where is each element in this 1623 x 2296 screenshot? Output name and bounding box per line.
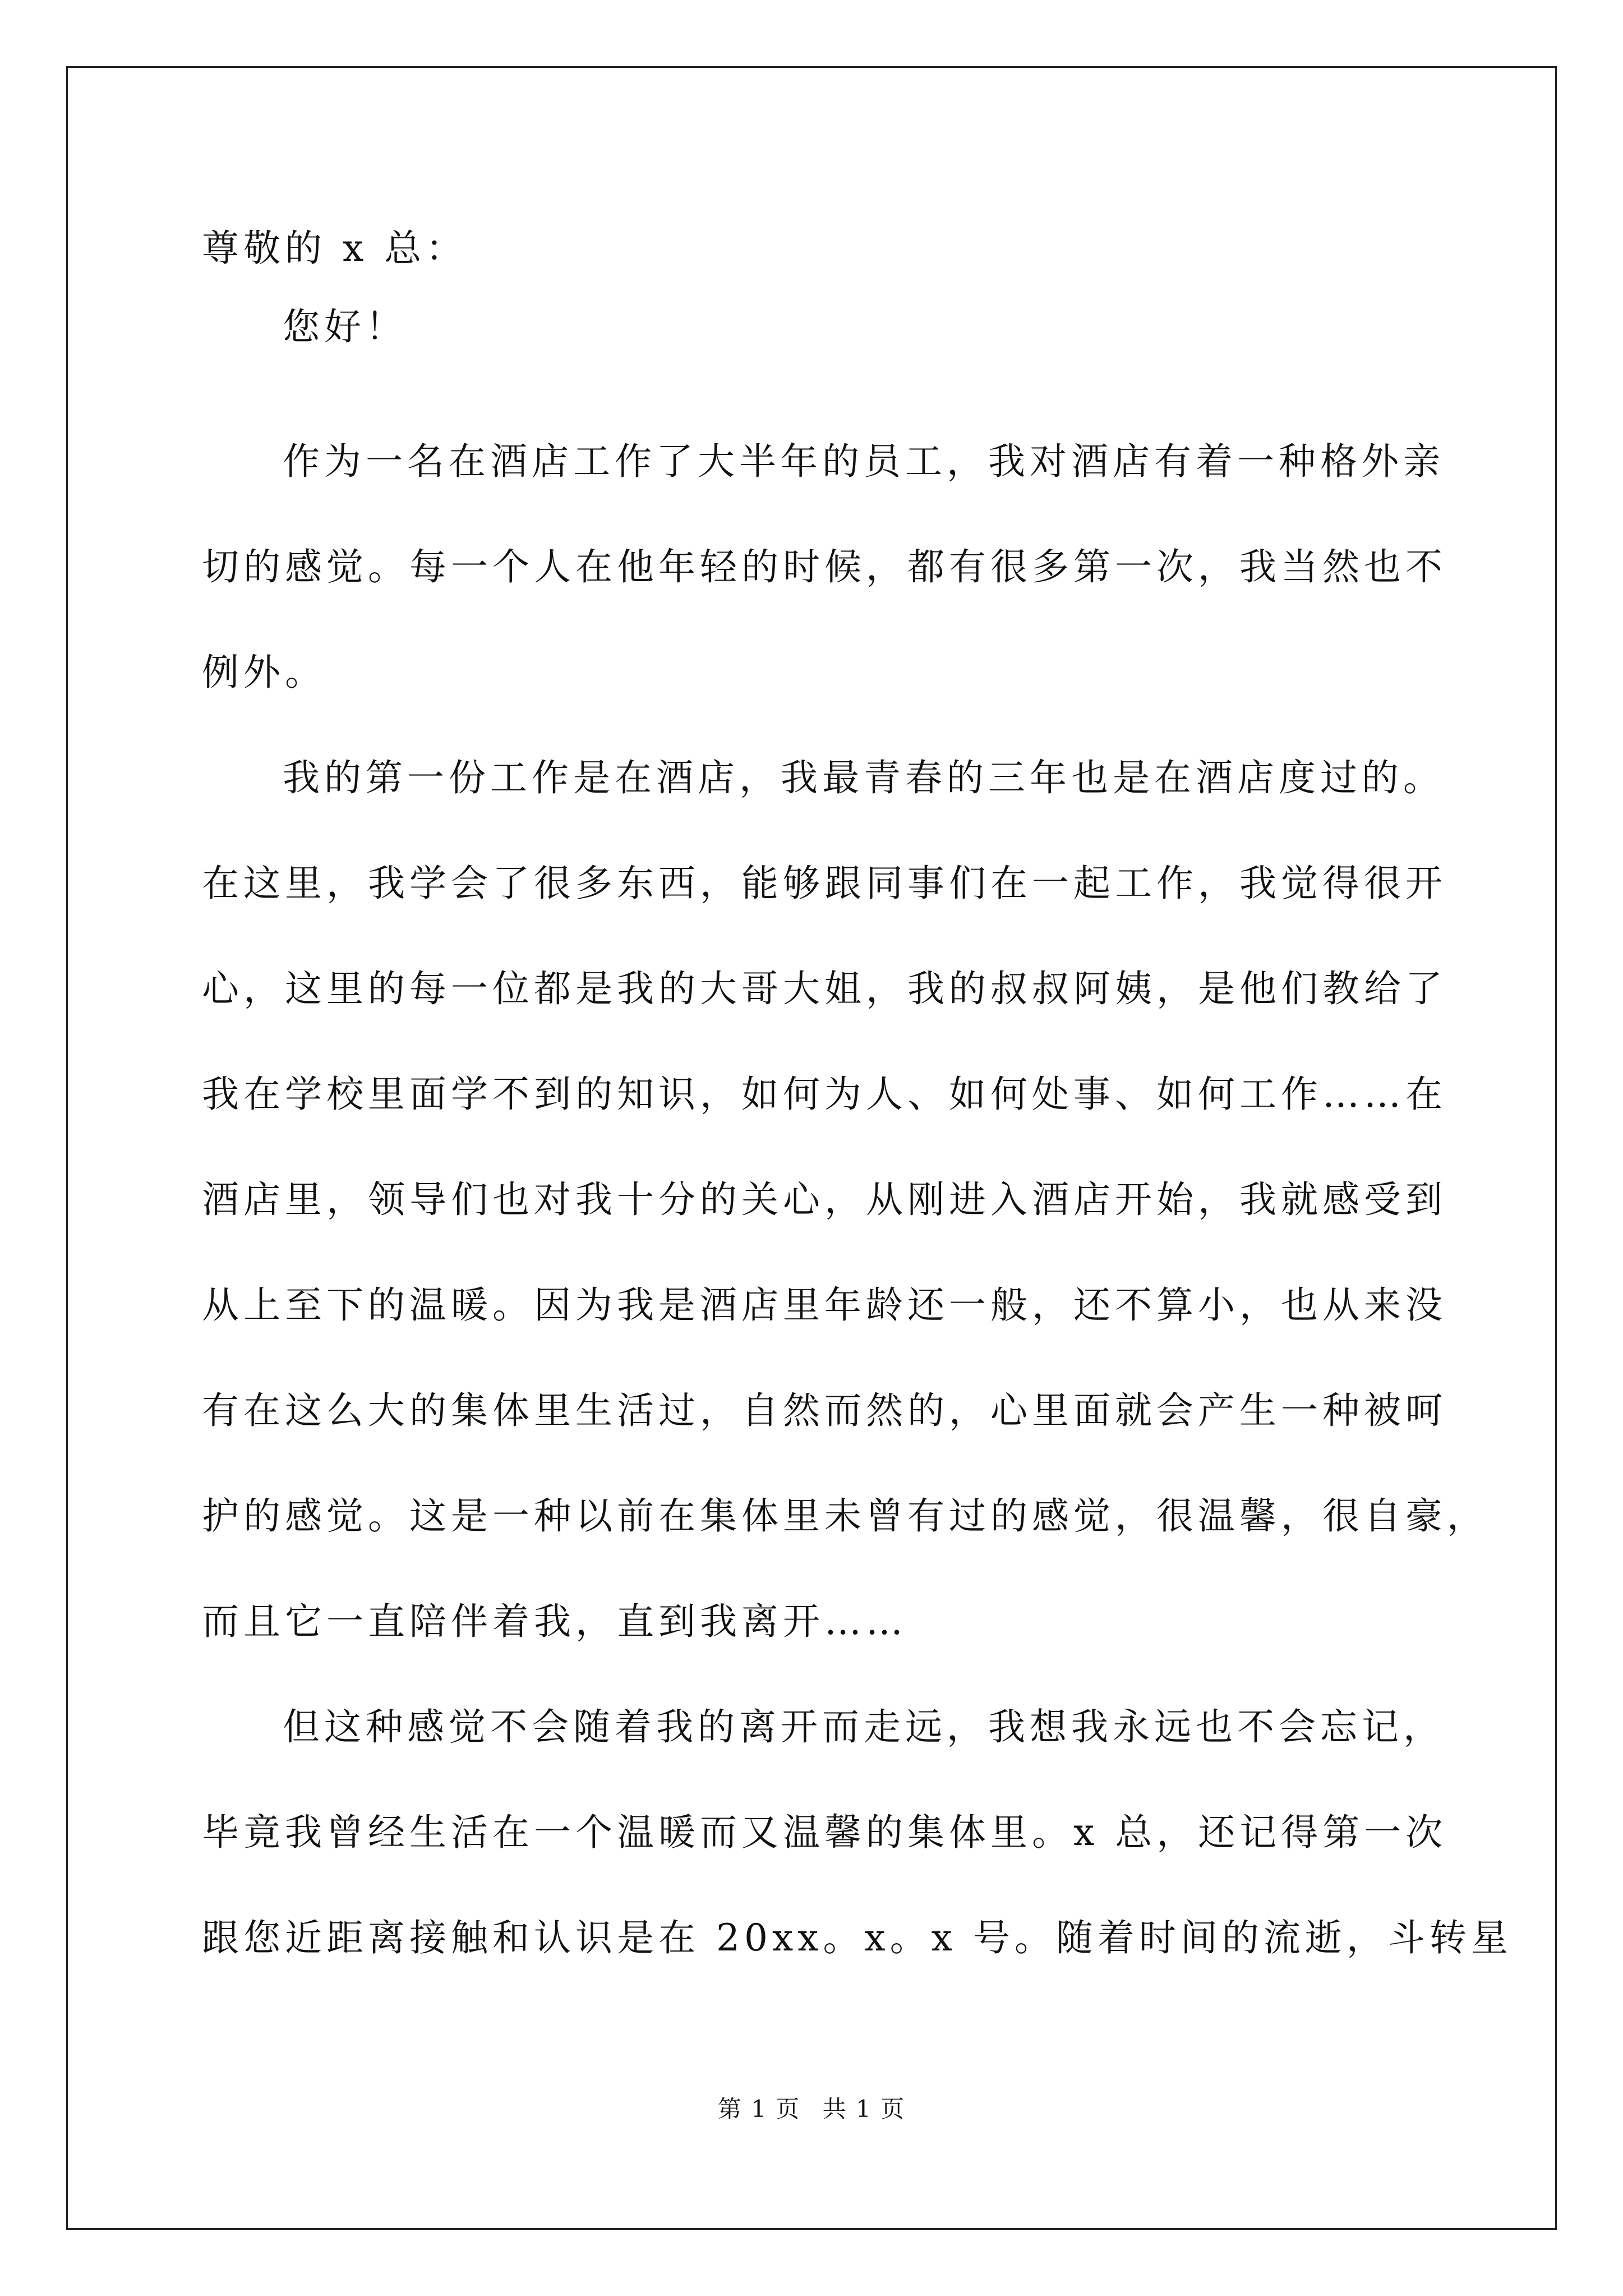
paragraph-2-line-9: 而且它一直陪伴着我，直到我离开…… bbox=[202, 1600, 907, 1643]
page-footer bbox=[0, 2092, 1623, 2126]
paragraph-2-line-7: 有在这么大的集体里生活过，自然而然的，心里面就会产生一种被呵 bbox=[202, 1389, 1447, 1432]
page-total: 共 1 页 bbox=[822, 2095, 906, 2123]
paragraph-3-line-1: 但这种感觉不会随着我的离开而走远，我想我永远也不会忘记， bbox=[283, 1705, 1445, 1749]
page-number: 第 1 页 bbox=[717, 2095, 801, 2123]
page-border bbox=[66, 66, 1557, 2230]
paragraph-2-line-6: 从上至下的温暖。因为我是酒店里年龄还一般，还不算小，也从来没 bbox=[202, 1283, 1447, 1327]
paragraph-2-line-2: 在这里，我学会了很多东西，能够跟同事们在一起工作，我觉得很开 bbox=[202, 862, 1447, 905]
paragraph-2-line-4: 我在学校里面学不到的知识，如何为人、如何处事、如何工作……在 bbox=[202, 1073, 1447, 1116]
paragraph-1-line-1: 作为一名在酒店工作了大半年的员工，我对酒店有着一种格外亲 bbox=[283, 440, 1445, 483]
paragraph-3-line-3: 跟您近距离接触和认识是在 20xx。x。x 号。随着时间的流逝，斗转星 bbox=[202, 1916, 1513, 1959]
salutation-line: 尊敬的 x 总： bbox=[202, 227, 468, 270]
paragraph-1-line-3: 例外。 bbox=[202, 651, 326, 694]
paragraph-2-line-8: 护的感觉。这是一种以前在集体里未曾有过的感觉，很温馨，很自豪， bbox=[202, 1494, 1488, 1538]
paragraph-1-line-2: 切的感觉。每一个人在他年轻的时候，都有很多第一次，我当然也不 bbox=[202, 545, 1447, 588]
paragraph-2-line-5: 酒店里，领导们也对我十分的关心，从刚进入酒店开始，我就感受到 bbox=[202, 1178, 1447, 1221]
greeting-line: 您好！ bbox=[283, 305, 407, 348]
paragraph-2-line-1: 我的第一份工作是在酒店，我最青春的三年也是在酒店度过的。 bbox=[283, 756, 1445, 799]
paragraph-3-line-2: 毕竟我曾经生活在一个温暖而又温馨的集体里。x 总，还记得第一次 bbox=[202, 1811, 1447, 1854]
paragraph-2-line-3: 心，这里的每一位都是我的大哥大姐，我的叔叔阿姨，是他们教给了 bbox=[202, 967, 1447, 1010]
